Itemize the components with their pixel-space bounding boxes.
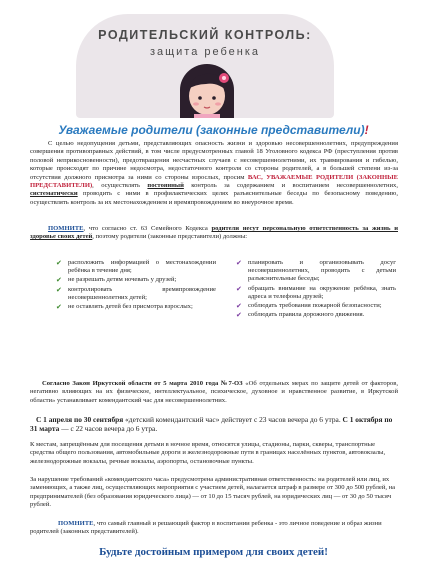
duty-text: расположить информацией о местонахождении ребёнка в течение дня; (68, 259, 216, 275)
duty-text: соблюдать требования пожарной безопасности; (248, 302, 382, 310)
duty-text: не разрешать детям ночевать у друзей; (68, 276, 177, 284)
intro-appeal: ВАС, УВАЖАЕМЫЕ РОДИТЕЛИ (ЗАКОННЫЕ ПРЕДСТАВИТЕЛИ) (30, 173, 398, 190)
remember-text: , что самый главный и решающий фактор в воспитании ребенка - это личное поведение и образ жизни родителей (законных представителей). (30, 520, 382, 536)
duty-text: контролировать времяпровождение несовершеннолетних детей; (68, 285, 216, 301)
remember-word: ПОМНИТЕ (48, 225, 84, 232)
intro-text-c: , осуществлять (92, 182, 148, 190)
responsibility-text-b: , что согласно ст. 63 Семейного Кодекса (83, 225, 212, 232)
duty-item (236, 285, 396, 301)
check-icon: ✔ (236, 302, 242, 311)
law-paragraph (30, 380, 398, 405)
duty-text: соблюдать правила дорожного движения. (248, 311, 365, 319)
check-icon: ✔ (56, 285, 62, 294)
forbidden-places-paragraph: К местам, запрещённым для посещения детьми в ночное время, относятся улицы, стадионы, парки, скверы, транспортные средства общего пользования, автомобильные дороги и железнодорожные пути в границах населённых пунктов, автовокзалы, железнодорожные вокзалы, речные вокзалы, аэропорты, остановочные пункты. (30, 441, 386, 465)
check-icon: ✔ (56, 303, 62, 312)
intro-text-a: С целью недопущения детьми, представляющих опасность жизни и здоровью несовершеннолетних, предупреждения совершения противоправных действий, в том числе предусмотренных главой 18 Уголовного кодекса РФ (преступления против половой неприкосновенности), предотвращения несчастных случаев с несовершеннолетними, их травмирования и гибелью, которые происходят по причине недосмотра, недостаточного контроля со стороны родителей, а в большей степени из-за отсутствия должного присмотра за ними со стороны взрослых, просим (30, 140, 398, 181)
page-title (0, 123, 427, 137)
intro-text-e: контроль за содержанием и воспитанием несовершеннолетних, (183, 182, 399, 190)
banner-subtitle: защита ребенка (149, 46, 261, 58)
check-icon: ✔ (236, 311, 242, 320)
duty-item (236, 311, 396, 319)
duties-right-column (236, 259, 396, 320)
check-icon: ✔ (236, 259, 242, 267)
page-title-text: Уважаемые родители (законные представители) (58, 123, 365, 137)
duty-text: обращать внимание на окружение ребёнка, знать адреса и телефоны друзей; (248, 284, 396, 300)
intro-paragraph (30, 140, 398, 207)
curfew-paragraph (30, 415, 398, 433)
banner-title: РОДИТЕЛЬСКИЙ КОНТРОЛЬ: (98, 28, 312, 42)
remember-word-final: ПОМНИТЕ (58, 520, 94, 527)
footer-slogan: Будьте достойным примером для своих детей! (99, 546, 328, 558)
curfew-winter-period: С 1 октября по 31 марта (30, 415, 393, 433)
girl-illustration (172, 60, 242, 118)
curfew-winter-text: — с 22 часов вечера до 6 утра. (59, 424, 158, 433)
duty-item (56, 276, 216, 284)
law-reference: Согласно Закон Иркутской области от 5 марта 2010 года №7-ОЗ (42, 380, 243, 387)
responsibility-emph: родители несут персональную ответственность за жизнь и здоровье своих детей (30, 225, 398, 241)
responsibility-text-d: , поэтому родители (законные представители) должны: (92, 233, 248, 241)
fines-paragraph: За нарушение требований «комендантского часа» предусмотрена административная ответственность: на родителей или лиц, их заменяющих, а также лиц, осуществляющих мероприятия с участием детей, налагается штраф в размере от 300 до 500 рублей, на предпринимателей (без образования юридического лица) — от 10 до 15 тысяч рублей, на юридических лиц — от 30 до 50 тысяч рублей. (30, 476, 396, 509)
intro-emph-constant: постоянный (147, 182, 184, 190)
duty-item (56, 303, 216, 311)
check-icon: ✔ (236, 284, 242, 293)
curfew-summer-text: «детский комендантский час» действует с 23 часов вечера до 6 утра. (123, 415, 343, 424)
responsibility-paragraph (30, 225, 398, 242)
duty-item (56, 286, 216, 302)
law-text: «Об отдельных мерах по защите детей от факторов, негативно влияющих на их физическое, интеллектуальное, психическое, духовное и нравственное развитие, в Иркутской области» устанавливает комендантский час для несовершеннолетних. (30, 380, 398, 404)
duty-item (56, 259, 216, 275)
check-icon: ✔ (56, 276, 62, 285)
duty-text: планировать и организовывать досуг несовершеннолетних, проводить с детьми разъяснительные беседы; (248, 259, 396, 283)
duties-list (56, 259, 398, 379)
duty-item (236, 302, 396, 310)
duties-left-column (56, 259, 216, 312)
header-banner (76, 14, 334, 118)
duty-text: не оставлять детей без присмотра взрослых; (68, 303, 193, 311)
page-title-mark: ! (364, 123, 369, 137)
duty-item (236, 259, 396, 284)
check-icon: ✔ (56, 259, 62, 267)
intro-emph-systematic: систематически (30, 190, 78, 198)
intro-text-g: проводить с ними в профилактических целях разъяснительные беседы по безопасному поведению, осуществлять контроль за их местонахождением и времяпровождением во внеурочное время. (30, 190, 398, 206)
remember-paragraph (30, 520, 398, 537)
curfew-summer-period: С 1 апреля по 30 сентября (36, 415, 124, 424)
